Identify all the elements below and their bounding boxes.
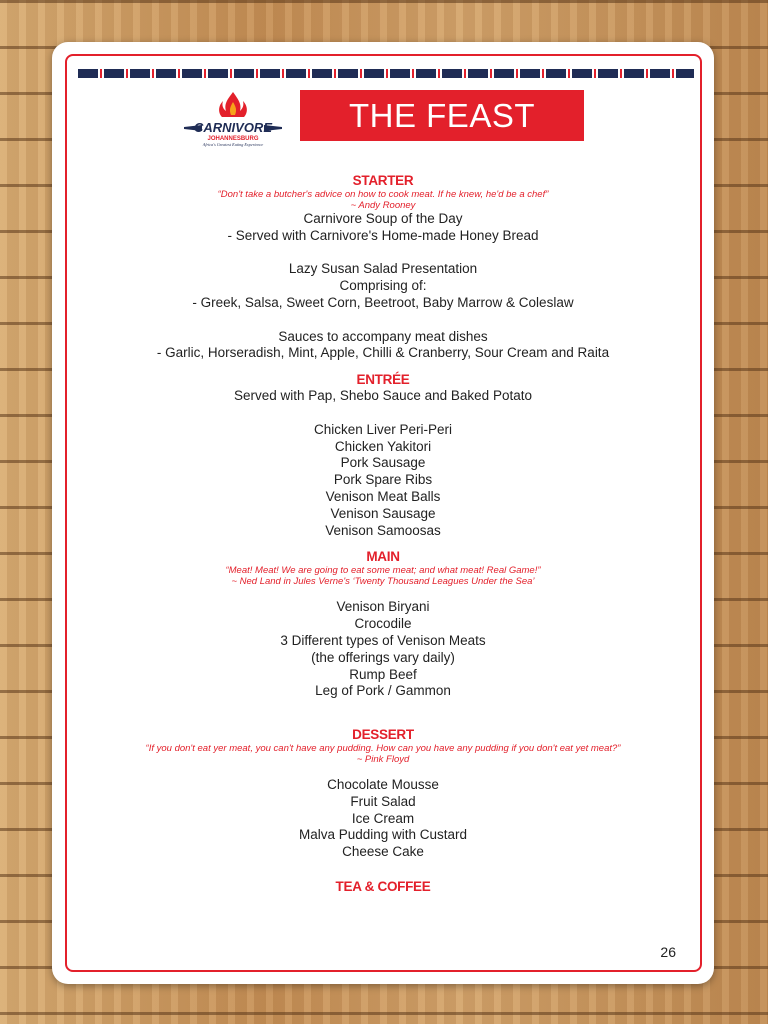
spacer [52,245,714,262]
menu-item: - Garlic, Horseradish, Mint, Apple, Chilli & Cranberry, Sour Cream and Raita [156,345,610,361]
starter-items [52,211,714,362]
menu-item: Rump Beef [349,666,417,682]
carnivore-logo [180,86,286,148]
starter-heading: STARTER [352,173,414,188]
menu-item: Lazy Susan Salad Presentation [288,261,478,277]
main-quote-author: ~ Ned Land in Jules Verne's ‘Twenty Thousand Leagues Under the Sea’ [231,576,535,588]
menu-item: (the offerings vary daily) [311,649,455,665]
menu-item: Cheese Cake [342,844,424,860]
page-number: 26 [660,944,676,960]
menu-card [52,42,714,984]
menu-item: - Served with Carnivore's Home-made Honey Bread [227,227,539,243]
flag-stripe [78,69,694,78]
menu-item: Venison Sausage [330,505,436,521]
dessert-items [52,777,714,861]
entree-heading: ENTRÉE [356,372,410,388]
menu-item: Venison Meat Balls [325,488,441,504]
starter-quote: “Don't take a butcher's advice on how to cook meat. If he knew, he'd be a chef” [217,189,549,200]
menu-item: Malva Pudding with Custard [298,827,468,843]
main-heading: MAIN [366,549,400,565]
menu-item: Chicken Yakitori [334,438,432,454]
spacer [52,405,714,422]
menu-item: Carnivore Soup of the Day [303,211,463,226]
menu-item: Pork Spare Ribs [333,472,433,488]
menu-item: Ice Cream [351,810,415,826]
logo-brand: CARNIVORE [193,120,273,135]
menu-item: 3 Different types of Venison Meats [280,632,486,648]
dessert-heading: DESSERT [352,726,414,742]
page-title: THE FEAST [300,90,584,141]
flame-logo-icon [180,86,286,148]
menu-item: Chocolate Mousse [327,776,439,792]
logo-city: JOHANNESBURG [207,136,259,142]
menu-item: Sauces to accompany meat dishes [278,328,488,344]
tea-coffee-heading: TEA & COFFEE [335,878,431,894]
menu-item: Venison Samoosas [325,522,441,538]
dessert-quote: “If you don't eat yer meat, you can't have any pudding. How can you have any pudding if you don't eat yet meat?” [145,742,621,754]
menu-item: Chicken Liver Peri-Peri [313,421,453,437]
menu-item: Leg of Pork / Gammon [315,683,451,699]
spacer [52,312,714,329]
menu-item: - Greek, Salsa, Sweet Corn, Beetroot, Baby Marrow & Coleslaw [192,294,574,310]
menu-item: Served with Pap, Shebo Sauce and Baked Potato [234,388,532,404]
main-quote: “Meat! Meat! We are going to eat some meat; and what meat! Real Game!” [225,565,541,577]
menu-item: Venison Biryani [336,599,430,615]
starter-quote-author: ~ Andy Rooney [350,200,416,211]
main-items [52,599,714,700]
logo-tagline: Africa's Greatest Eating Experience [202,142,264,147]
menu-content [52,172,714,895]
menu-item: Comprising of: [339,278,427,294]
dessert-quote-author: ~ Pink Floyd [356,753,410,765]
menu-item: Fruit Salad [350,793,416,809]
entree-items [52,388,714,539]
menu-item: Pork Sausage [340,455,426,471]
menu-item: Crocodile [354,616,412,632]
